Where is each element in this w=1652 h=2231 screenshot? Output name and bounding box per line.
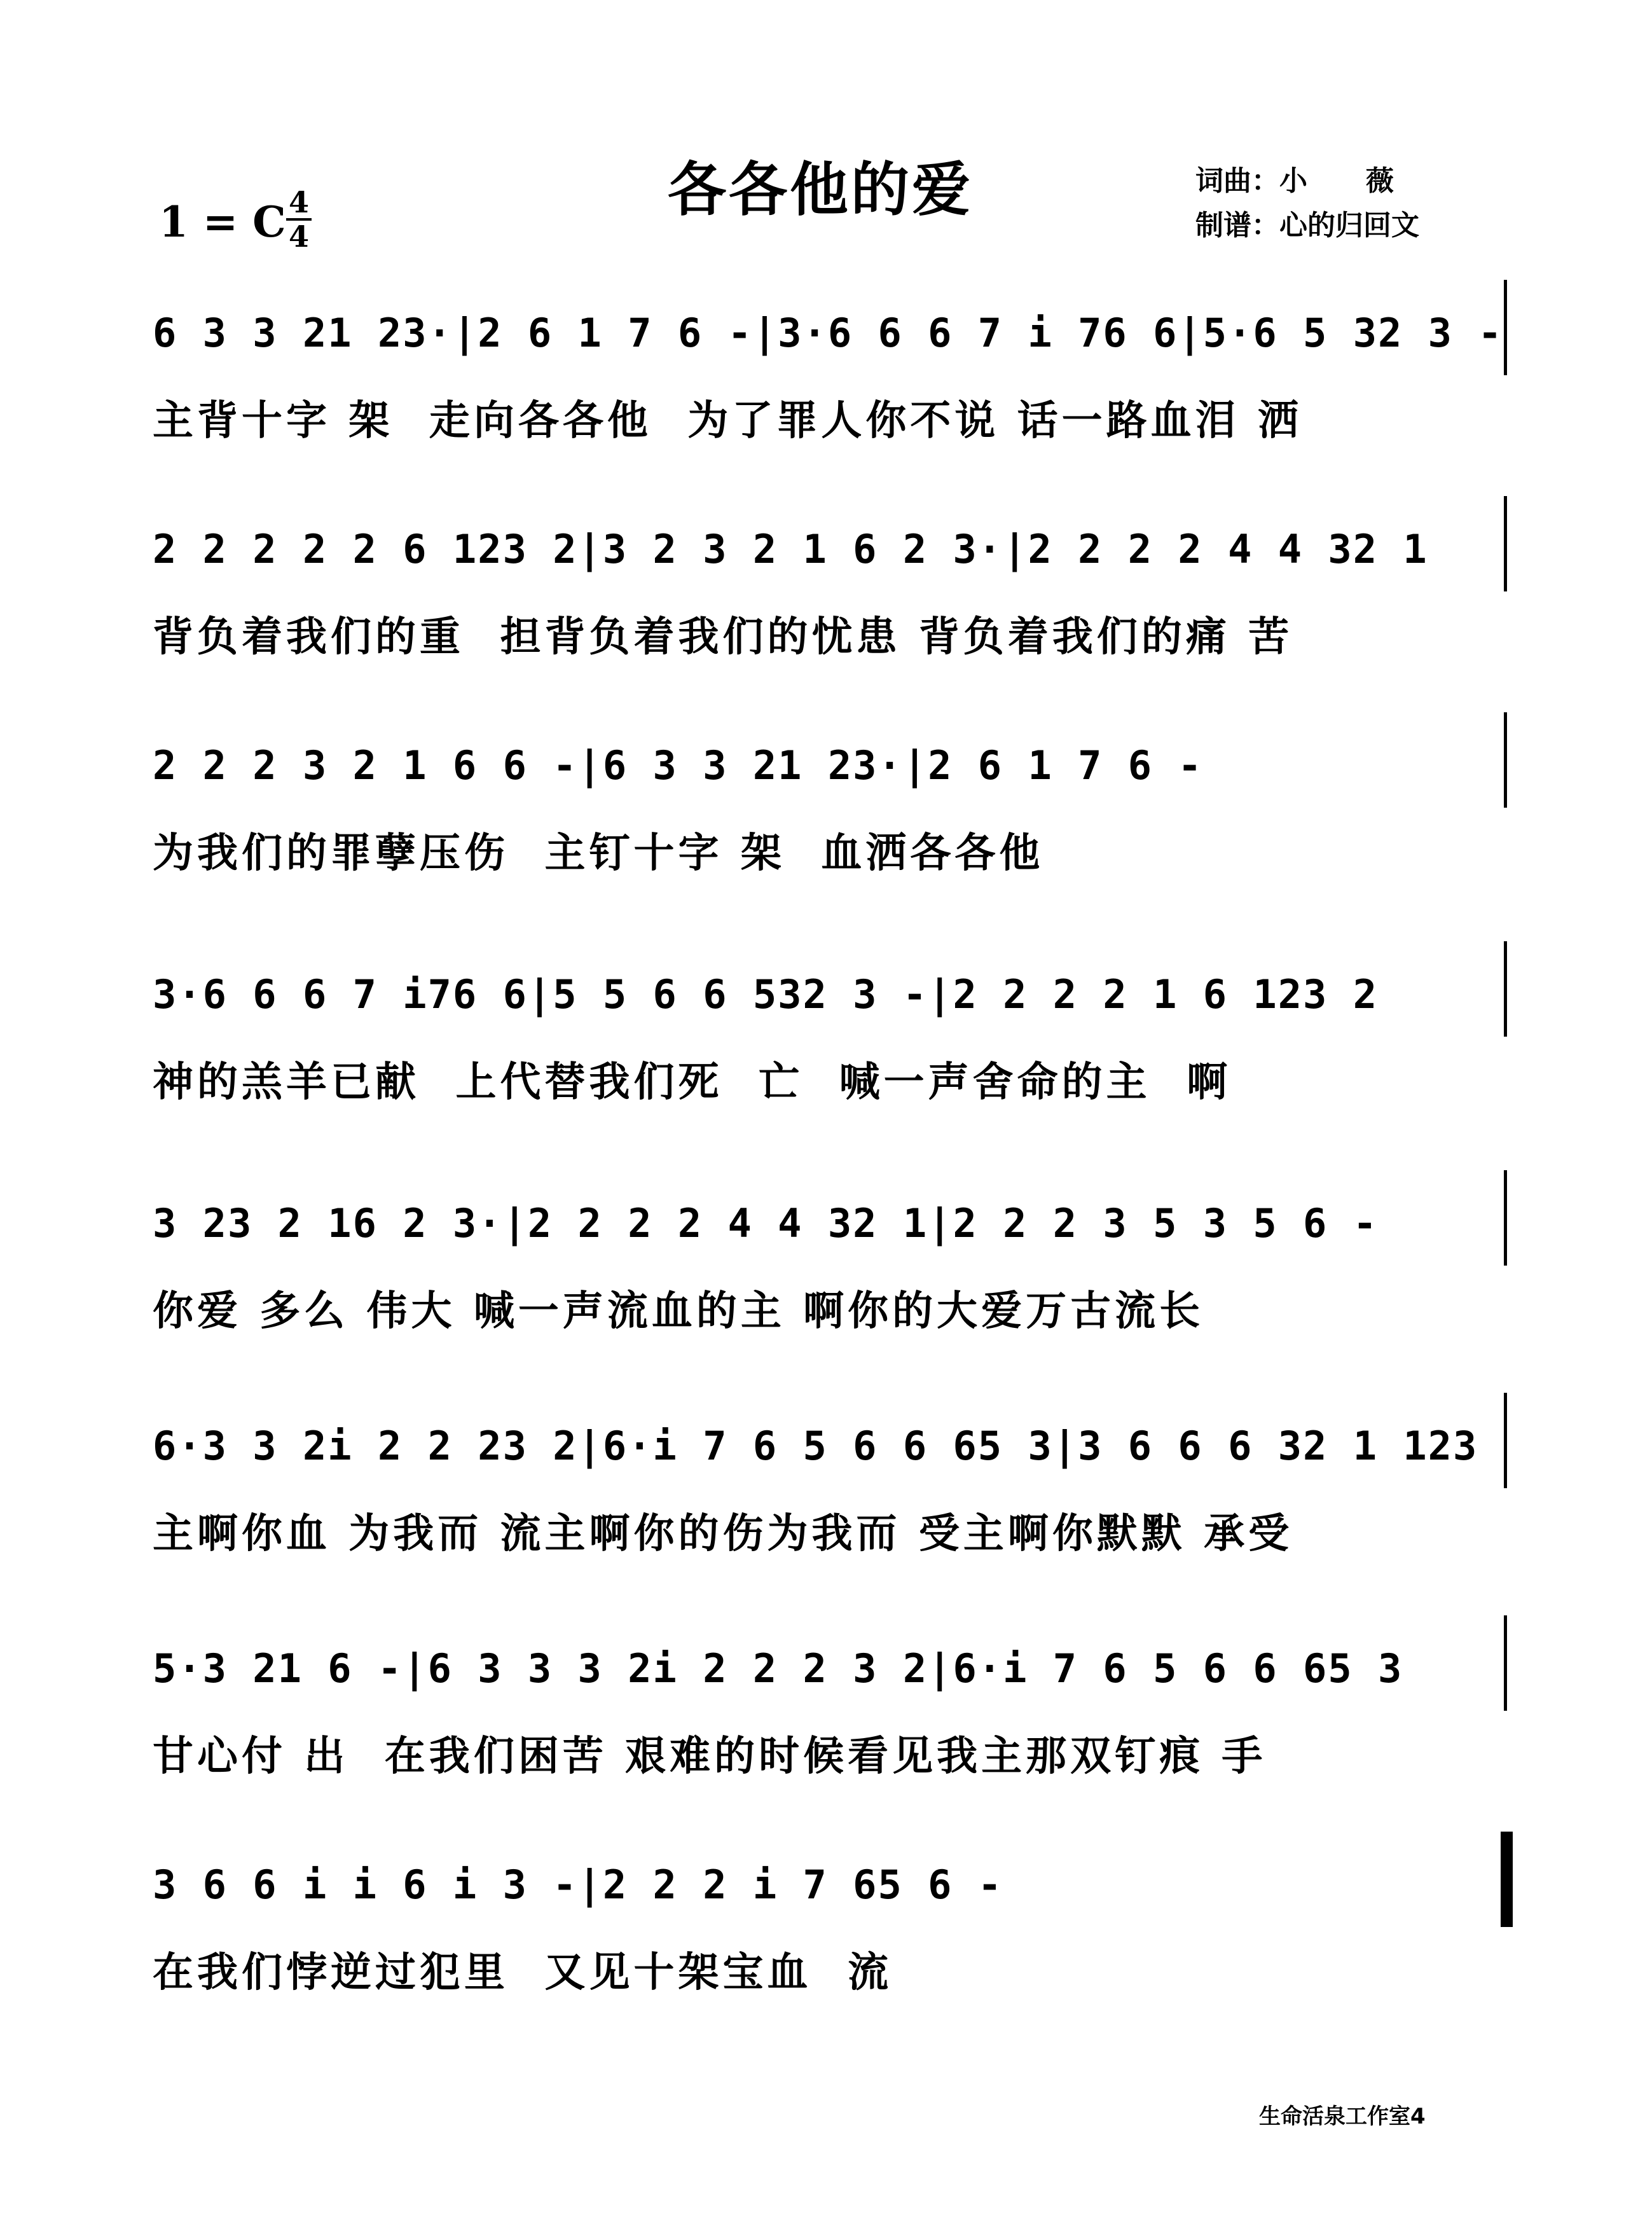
notation-text: 6·3 3 2i 2 2 23 2|6·i 7 6 5 6 6 65 3|3 6 6 6 32 1 123: [153, 1423, 1478, 1469]
notation-line: [153, 941, 1507, 1037]
credit-lyrics-music: 词曲：小 薇: [1195, 165, 1394, 197]
notation-line: [153, 1170, 1507, 1266]
song-title: 各各他的爱: [668, 156, 974, 224]
notation-text: 5·3 21 6 -|6 3 3 3 2i 2 2 2 3 2|6·i 7 6 5 6 6 65 3: [153, 1645, 1403, 1692]
time-signature-top: 4: [288, 185, 309, 219]
credits: [1195, 159, 1419, 248]
time-signature-bottom: 4: [288, 219, 309, 254]
lyrics-line: 主背十字 架 走向各各他 为了罪人你不说 话一路血泪 洒: [153, 397, 1302, 445]
notation-line: [153, 280, 1507, 375]
lyrics-line: 你爱 多么 伟大 喊一声流血的主 啊你的大爱万古流长: [153, 1288, 1204, 1335]
lyrics-line: 甘心付 出 在我们困苦 艰难的时候看见我主那双钉痕 手: [153, 1733, 1267, 1780]
lyrics-line: 神的羔羊已献 上代替我们死 亡 喊一声舍命的主 啊: [153, 1059, 1232, 1106]
credit-transcribed: 制谱：心的归回文: [1195, 209, 1419, 242]
notation-text: 6 3 3 21 23·|2 6 1 7 6 -|3·6 6 6 7 i 76 6|5·6 5 32 3 -: [153, 310, 1503, 356]
score-system-1: [153, 280, 1507, 446]
lyrics-line: 为我们的罪孽压伤 主钉十字 架 血洒各各他: [153, 830, 1044, 877]
time-signature: [286, 185, 312, 254]
notation-text: 3 6 6 i i 6 i 3 -|2 2 2 i 7 65 6 -: [153, 1861, 1003, 1908]
key-signature: 1 = C: [159, 197, 286, 247]
notation-text: 2 2 2 2 2 6 123 2|3 2 3 2 1 6 2 3·|2 2 2 2 4 4 32 1: [153, 526, 1428, 572]
score-system-8: [153, 1832, 1507, 1998]
notation-line: [153, 1615, 1507, 1711]
score-system-7: [153, 1615, 1507, 1782]
footer-credit: 生命活泉工作室4: [1259, 2104, 1426, 2129]
notation-line: [153, 1393, 1507, 1488]
notation-text: 3·6 6 6 7 i76 6|5 5 6 6 532 3 -|2 2 2 2 1 6 123 2: [153, 971, 1379, 1018]
score-system-3: [153, 712, 1507, 879]
notation-text: 2 2 2 3 2 1 6 6 -|6 3 3 21 23·|2 6 1 7 6 -: [153, 742, 1203, 789]
score-system-5: [153, 1170, 1507, 1337]
notation-line: [153, 1832, 1507, 1927]
lyrics-line: 背负着我们的重 担背负着我们的忧患 背负着我们的痛 苦: [153, 614, 1293, 661]
notation-text: 3 23 2 16 2 3·|2 2 2 2 4 4 32 1|2 2 2 3 5 3 5 6 -: [153, 1200, 1379, 1247]
final-barline: [1501, 1832, 1513, 1927]
score-system-2: [153, 496, 1507, 663]
notation-line: [153, 712, 1507, 808]
score-system-4: [153, 941, 1507, 1108]
notation-line: [153, 496, 1507, 591]
lyrics-line: 在我们悖逆过犯里 又见十架宝血 流: [153, 1949, 893, 1996]
lyrics-line: 主啊你血 为我而 流主啊你的伤为我而 受主啊你默默 承受: [153, 1510, 1293, 1558]
score-system-6: [153, 1393, 1507, 1559]
